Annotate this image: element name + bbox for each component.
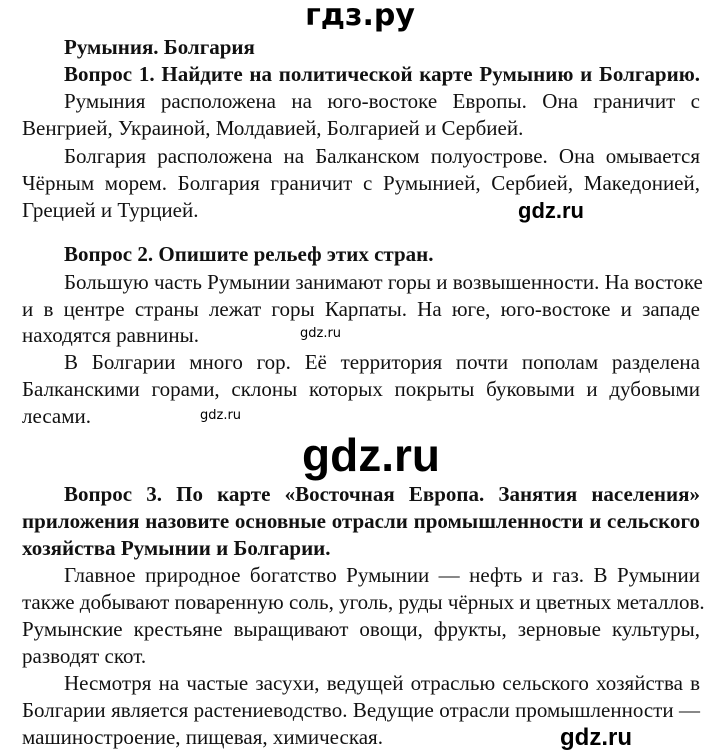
q2-text: Большую часть Румынии занимают горы и возвышенности. На востоке: [64, 270, 703, 294]
q3-text: Болгарии является растениеводство. Ведущие отрасли промышленности —: [22, 698, 700, 722]
q3-text: также добывают поваренную соль, уголь, руды чёрных и цветных металлов.: [22, 590, 705, 614]
watermark: gdz.ru: [518, 198, 584, 223]
question-3: Вопрос 3. По карте «Восточная Европа. Занятия населения»: [64, 482, 700, 506]
q1-text: Венгрией, Украиной, Молдавией, Болгарией и Сербией.: [22, 116, 524, 140]
question-3: приложения назовите основные отрасли промышленности и сельского: [22, 509, 700, 533]
watermark: gdz.ru: [560, 724, 632, 751]
q3-text: Главное природное богатство Румынии — нефть и газ. В Румынии: [64, 563, 700, 587]
watermark: gdz.ru: [200, 408, 242, 423]
q1-text: Румыния расположена на юго-востоке Европы. Она граничит с: [64, 89, 700, 113]
question-3: хозяйства Румынии и Болгарии.: [22, 536, 331, 560]
question-1: Вопрос 1. Найдите на политической карте Румынию и Болгарию.: [64, 62, 700, 86]
q2-text: В Болгарии много гор. Её территория почти пополам разделена: [64, 350, 700, 374]
watermark: gdz.ru: [300, 326, 342, 341]
q3-text: машиностроение, пищевая, химическая.: [22, 725, 383, 749]
q3-text: разводят скот.: [22, 644, 147, 668]
q2-text: лесами.: [22, 404, 91, 428]
site-header: гдз.ру: [305, 0, 415, 33]
q1-text: Чёрным морем. Болгария граничит с Румынией, Сербией, Македонией,: [22, 171, 700, 195]
section-title: Румыния. Болгария: [64, 35, 255, 59]
q2-text: находятся равнины.: [22, 323, 199, 347]
q3-text: Румынские крестьяне выращивают овощи, фрукты, зерновые культуры,: [22, 617, 700, 641]
q3-text: Несмотря на частые засухи, ведущей отраслью сельского хозяйства в: [64, 671, 700, 695]
q2-text: Балканскими горами, склоны которых покрыты буковыми и дубовыми: [22, 377, 700, 401]
q1-text: Грецией и Турцией.: [22, 198, 199, 222]
question-2: Вопрос 2. Опишите рельеф этих стран.: [64, 242, 434, 266]
watermark: gdz.ru: [302, 429, 440, 481]
q1-text: Болгария расположена на Балканском полуострове. Она омывается: [64, 144, 700, 168]
q2-text: и в центре страны лежат горы Карпаты. На юге, юго-востоке и западе: [22, 297, 700, 321]
